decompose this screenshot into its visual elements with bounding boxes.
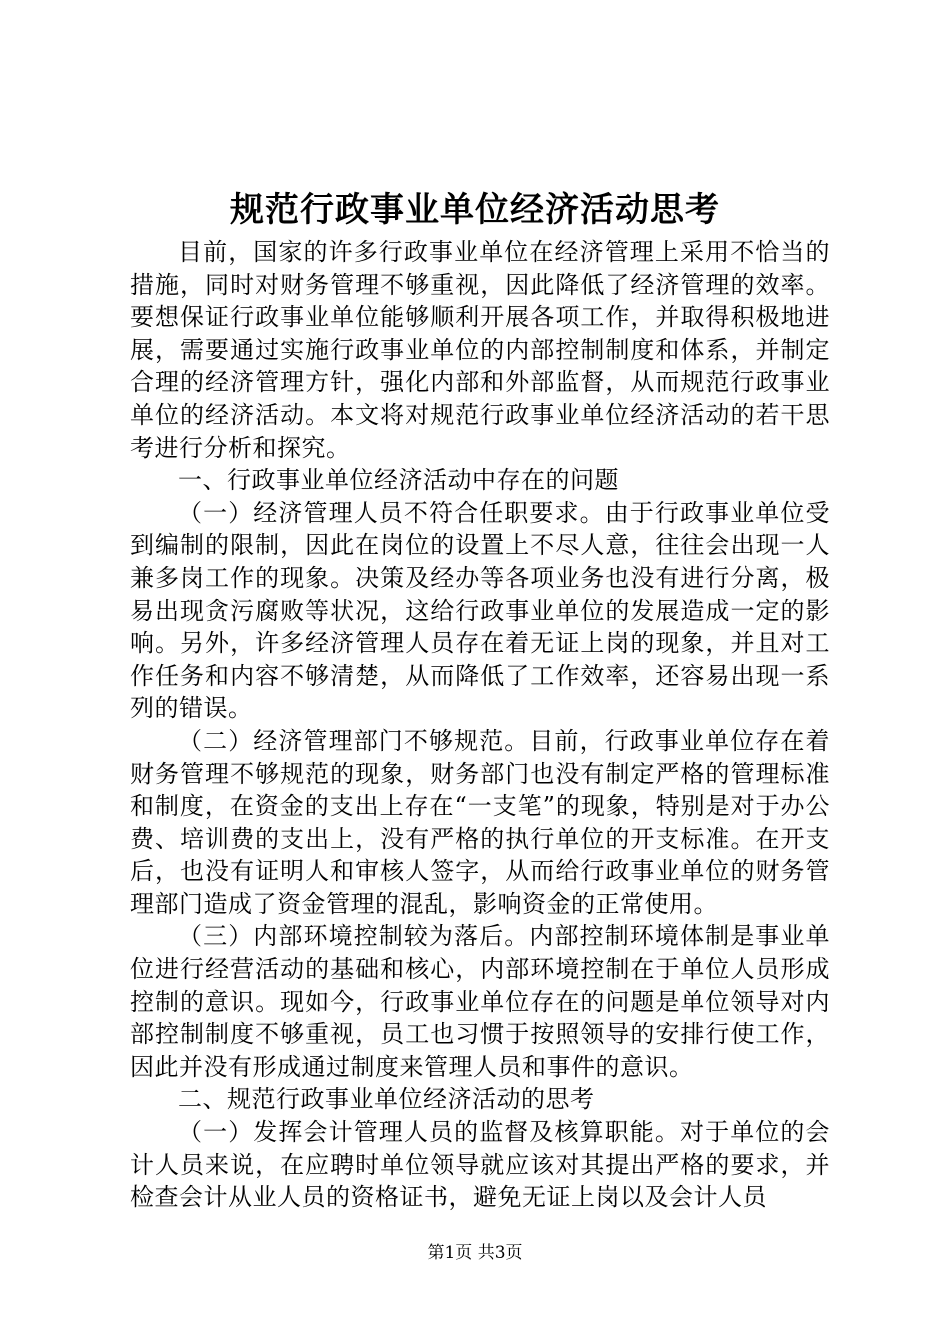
subsection-paragraph-2-1: （一）发挥会计管理人员的监督及核算职能。对于单位的会计人员来说，在应聘时单位领导就应该对其提出严格的要求，并检查会计从业人员的资格证书，避免无证上岗以及会计人员 <box>130 1118 830 1212</box>
document-body <box>130 236 830 1214</box>
section-heading-2: 二、规范行政事业单位经济活动的思考 <box>178 1085 595 1114</box>
document-title: 规范行政事业单位经济活动思考 <box>230 190 720 230</box>
page-footer: 第1页 共3页 <box>427 1243 523 1263</box>
subsection-paragraph-1-3: （三）内部环境控制较为落后。内部控制环境体制是事业单位进行经营活动的基础和核心，内部环境控制在于单位人员形成控制的意识。现如今，行政事业单位存在的问题是单位领导对内部控制制度不够重视，员工也习惯于按照领导的安排行使工作，因此并没有形成通过制度来管理人员和事件的意识。 <box>130 922 830 1081</box>
subsection-paragraph-1-1: （一）经济管理人员不符合任职要求。由于行政事业单位受到编制的限制，因此在岗位的设置上不尽人意，往往会出现一人兼多岗工作的现象。决策及经办等各项业务也没有进行分离，极易出现贪污腐败等状况，这给行政事业单位的发展造成一定的影响。另外，许多经济管理人员存在着无证上岗的现象，并且对工作任务和内容不够清楚，从而降低了工作效率，还容易出现一系列的错误。 <box>130 498 830 723</box>
section-heading-1: 一、行政事业单位经济活动中存在的问题 <box>178 466 619 495</box>
subsection-paragraph-1-2: （二）经济管理部门不够规范。目前，行政事业单位存在着财务管理不够规范的现象，财务部门也没有制定严格的管理标准和制度，在资金的支出上存在“一支笔”的现象，特别是对于办公费、培训费的支出上，没有严格的执行单位的开支标准。在开支后，也没有证明人和审核人签字，从而给行政事业单位的财务管理部门造成了资金管理的混乱，影响资金的正常使用。 <box>130 726 830 918</box>
intro-paragraph: 目前，国家的许多行政事业单位在经济管理上采用不恰当的措施，同时对财务管理不够重视，因此降低了经济管理的效率。要想保证行政事业单位能够顺利开展各项工作，并取得积极地进展，需要通过实施行政事业单位的内部控制制度和体系，并制定合理的经济管理方针，强化内部和外部监督，从而规范行政事业单位的经济活动。本文将对规范行政事业单位经济活动的若干思考进行分析和探究。 <box>130 238 830 462</box>
